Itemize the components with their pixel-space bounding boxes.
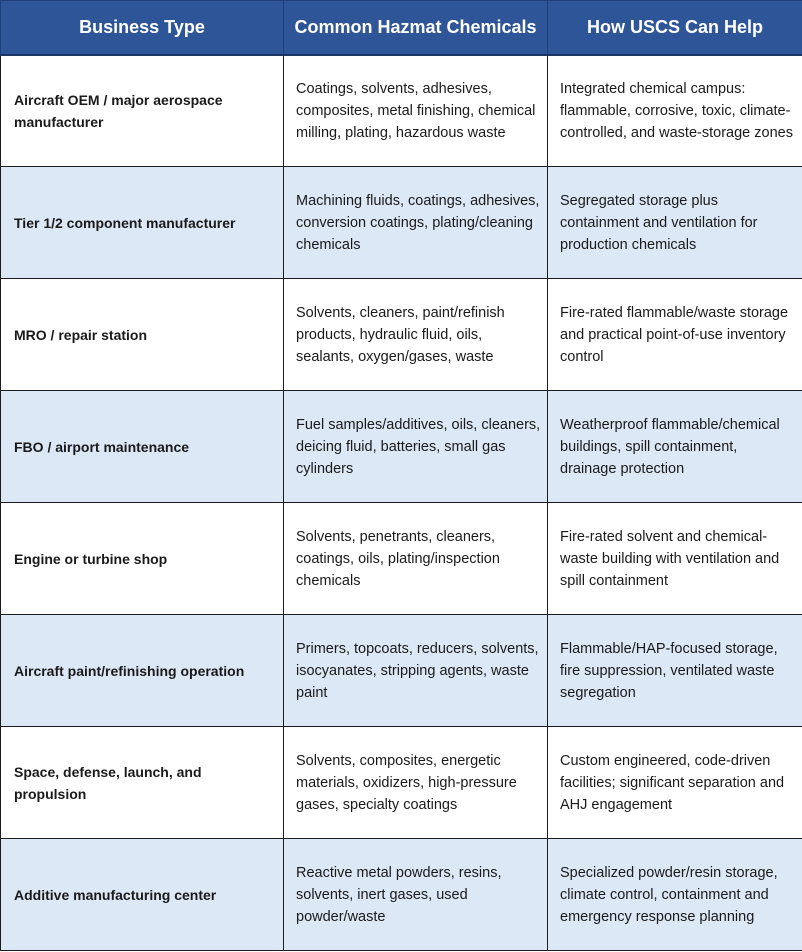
chemicals-cell: Reactive metal powders, resins, solvents, inert gases, used powder/waste <box>284 839 548 951</box>
chemicals-cell: Fuel samples/additives, oils, cleaners, deicing fluid, batteries, small gas cylinders <box>284 391 548 503</box>
header-business-type: Business Type <box>1 1 284 55</box>
help-cell: Weatherproof flammable/chemical buildings, spill containment, drainage protection <box>548 391 802 503</box>
help-cell: Fire-rated flammable/waste storage and practical point-of-use inventory control <box>548 279 802 391</box>
business-type-cell: Additive manufacturing center <box>1 839 284 951</box>
business-type-cell: Aircraft paint/refinishing operation <box>1 615 284 727</box>
business-type-cell: Space, defense, launch, and propulsion <box>1 727 284 839</box>
header-chemicals: Common Hazmat Chemicals <box>284 1 548 55</box>
table-row <box>1 503 802 615</box>
table-row <box>1 167 802 279</box>
business-type-cell: FBO / airport maintenance <box>1 391 284 503</box>
business-type-cell: Aircraft OEM / major aerospace manufacturer <box>1 55 284 167</box>
chemicals-cell: Solvents, cleaners, paint/refinish products, hydraulic fluid, oils, sealants, oxygen/gases, waste <box>284 279 548 391</box>
header-help: How USCS Can Help <box>548 1 802 55</box>
help-cell: Specialized powder/resin storage, climate control, containment and emergency response planning <box>548 839 802 951</box>
help-cell: Integrated chemical campus: flammable, corrosive, toxic, climate-controlled, and waste-storage zones <box>548 55 802 167</box>
table-row <box>1 727 802 839</box>
help-cell: Fire-rated solvent and chemical-waste building with ventilation and spill containment <box>548 503 802 615</box>
help-cell: Flammable/HAP-focused storage, fire suppression, ventilated waste segregation <box>548 615 802 727</box>
table-row <box>1 55 802 167</box>
chemicals-cell: Machining fluids, coatings, adhesives, conversion coatings, plating/cleaning chemicals <box>284 167 548 279</box>
table-row <box>1 615 802 727</box>
table-row <box>1 391 802 503</box>
business-type-cell: Tier 1/2 component manufacturer <box>1 167 284 279</box>
chemicals-cell: Primers, topcoats, reducers, solvents, isocyanates, stripping agents, waste paint <box>284 615 548 727</box>
chemicals-cell: Solvents, penetrants, cleaners, coatings, oils, plating/inspection chemicals <box>284 503 548 615</box>
table-row <box>1 839 802 951</box>
business-type-cell: MRO / repair station <box>1 279 284 391</box>
table-body <box>1 55 802 951</box>
table-row <box>1 279 802 391</box>
chemicals-cell: Solvents, composites, energetic materials, oxidizers, high-pressure gases, specialty coatings <box>284 727 548 839</box>
table-header <box>1 1 802 55</box>
chemicals-cell: Coatings, solvents, adhesives, composites, metal finishing, chemical milling, plating, hazardous waste <box>284 55 548 167</box>
help-cell: Custom engineered, code-driven facilities; significant separation and AHJ engagement <box>548 727 802 839</box>
header-row <box>1 1 802 55</box>
business-type-cell: Engine or turbine shop <box>1 503 284 615</box>
help-cell: Segregated storage plus containment and ventilation for production chemicals <box>548 167 802 279</box>
